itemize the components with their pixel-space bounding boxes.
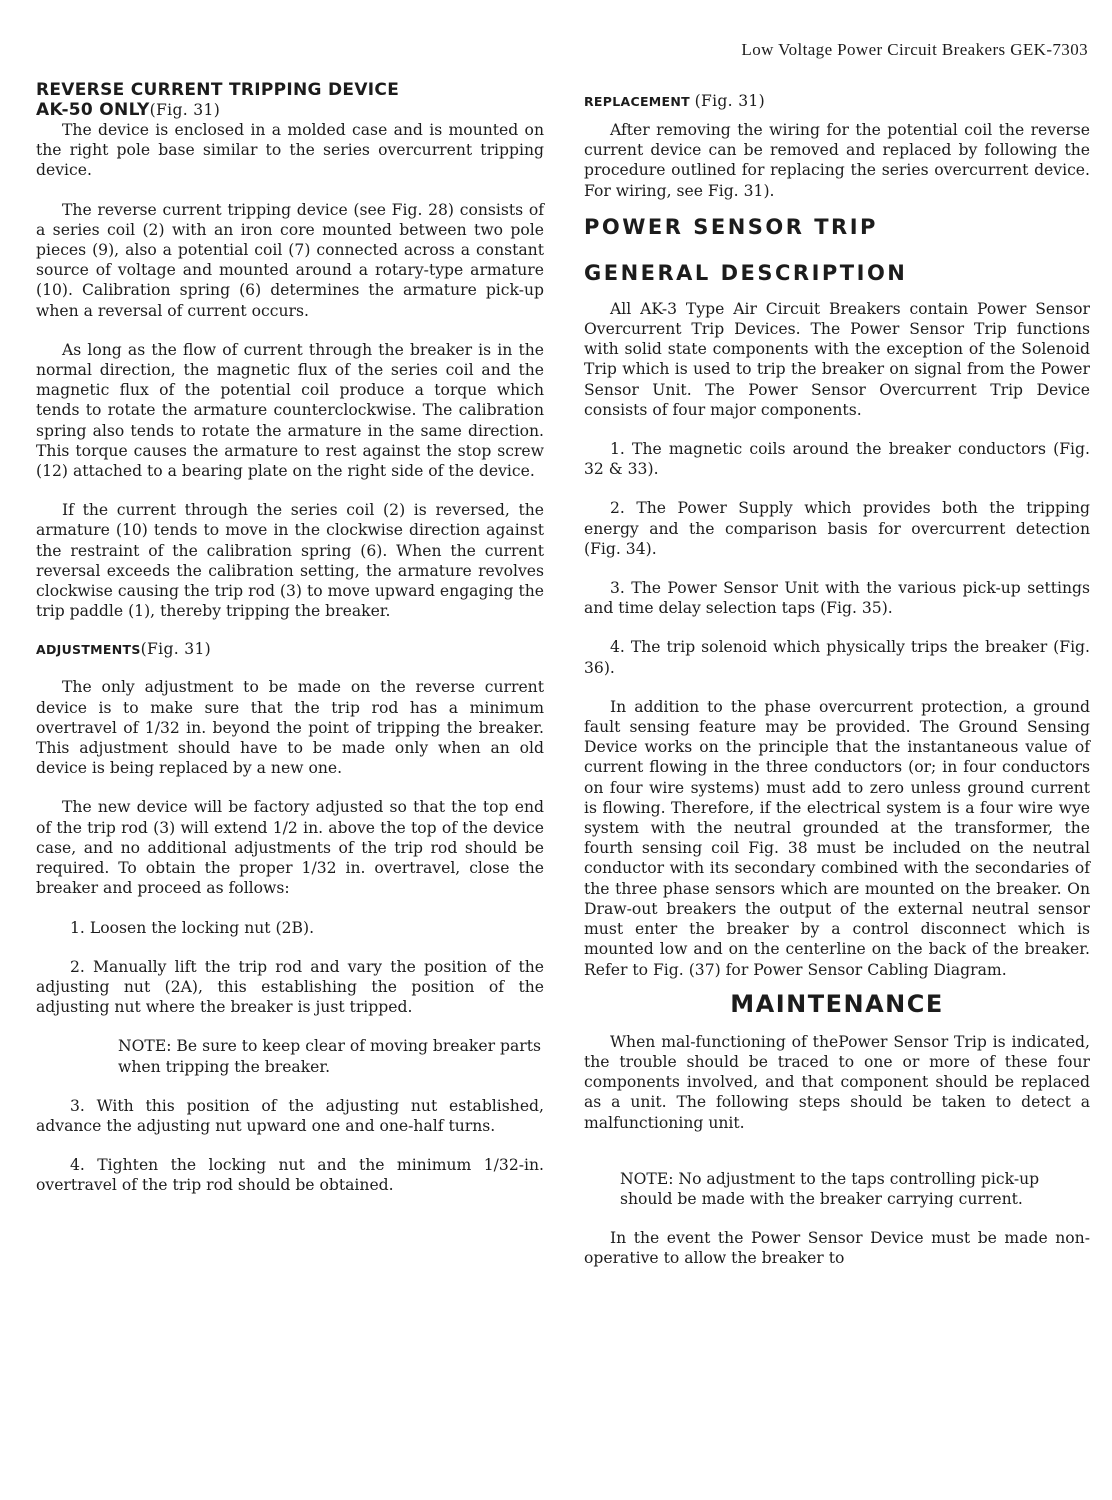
paragraph: The new device will be factory adjusted so that the top end of the trip rod (3) will extend 1/2 in. above the top of the device case, and no additional adjustments of the trip rod should be required. To obtain the proper 1/32 in. overtravel, close the breaker and proceed as follows: bbox=[36, 798, 544, 898]
paragraph: In addition to the phase overcurrent protection, a ground fault sensing feature may be provided. The Ground Sensing Device works on the principle that the instantaneous value of current flowing in the three conductors (or; in four conductors on four wire systems) must add to zero unless ground current is flowing. Therefore, if the electrical system is a four wire wye system with the neutral grounded at the transformer, the fourth sensing coil Fig. 38 must be included on the neutral conductor with its secondary combined with the secondaries of the three phase sensors which are mounted on the breaker. On Draw-out breakers the output of the external neutral sensor must enter the breaker by a control disconnect which is mounted low and on the centerline on the back of the breaker. Refer to Fig. (37) for Power Sensor Cabling Diagram. bbox=[584, 697, 1090, 979]
list-item: 1. The magnetic coils around the breaker conductors (Fig. 32 & 33). bbox=[584, 440, 1090, 479]
paragraph: The only adjustment to be made on the reverse current device is to make sure that the trip rod has a minimum overtravel of 1/32 in. beyond the point of tripping the breaker. This adjustment should have to be made only when an old device is being replaced by a new one. bbox=[36, 678, 544, 778]
left-column bbox=[36, 80, 544, 1196]
paragraph: All AK-3 Type Air Circuit Breakers contain Power Sensor Overcurrent Trip Devices. The Power Sensor Trip functions with solid state components with the exception of the Solenoid Trip which is used to trip the breaker on signal from the Power Sensor Unit. The Power Sensor Overcurrent Trip Device consists of four major components. bbox=[584, 299, 1090, 419]
note: NOTE: No adjustment to the taps controlling pick-up should be made with the breaker carrying current. bbox=[620, 1169, 1040, 1208]
list-item: 4. The trip solenoid which physically trips the breaker (Fig. 36). bbox=[584, 638, 1090, 677]
list-item: 1. Loosen the locking nut (2B). bbox=[70, 918, 315, 937]
subsection-heading-replacement: REPLACEMENT (Fig. 31) bbox=[584, 92, 766, 110]
paragraph: As long as the flow of current through the breaker is in the normal direction, the magnetic flux of the series coil and the magnetic flux of the potential coil produce a torque which tends to rotate the armature counterclockwise. The calibration spring also tends to rotate the armature in the same direction. This torque causes the armature to rest against the stop screw (12) attached to a bearing plate on the right side of the device. bbox=[36, 340, 544, 481]
paragraph: After removing the wiring for the potential coil the reverse current device can be removed and replaced by following the procedure outlined for replacing the series overcurrent device. For wiring, see Fig. 31). bbox=[584, 121, 1090, 200]
heading-general-description: GENERAL DESCRIPTION bbox=[584, 260, 908, 285]
note: NOTE: Be sure to keep clear of moving breaker parts when tripping the breaker. bbox=[118, 1037, 541, 1076]
paragraph: The device is enclosed in a molded case and is mounted on the right pole base similar to the series overcurrent tripping device. bbox=[36, 121, 544, 180]
heading-power-sensor-trip: POWER SENSOR TRIP bbox=[584, 214, 878, 239]
list-item: 3. With this position of the adjusting nut established, advance the adjusting nut upward one and one-half turns. bbox=[36, 1096, 544, 1135]
heading-maintenance: MAINTENANCE bbox=[730, 989, 944, 1018]
section-title-line1: REVERSE CURRENT TRIPPING DEVICE bbox=[36, 80, 400, 100]
list-item: 3. The Power Sensor Unit with the various pick-up settings and time delay selection taps (Fig. 35). bbox=[584, 579, 1090, 618]
list-item: 2. The Power Supply which provides both the tripping energy and the comparison basis for overcurrent detection (Fig. 34). bbox=[584, 499, 1090, 558]
paragraph: In the event the Power Sensor Device must be made non-operative to allow the breaker to bbox=[584, 1229, 1090, 1268]
paragraph: If the current through the series coil (2) is reversed, the armature (10) tends to move in the clockwise direction against the restraint of the calibration spring (6). When the current reversal exceeds the calibration setting, the armature revolves clockwise causing the trip rod (3) to move upward engaging the trip paddle (1), thereby tripping the breaker. bbox=[36, 501, 544, 621]
section-title-line2: AK-50 ONLY bbox=[36, 100, 150, 120]
running-header: Low Voltage Power Circuit Breakers GEK-7303 bbox=[741, 40, 1088, 59]
section-title-figref: (Fig. 31) bbox=[149, 101, 221, 119]
section-title bbox=[36, 80, 544, 120]
paragraph: When mal-functioning of thePower Sensor Trip is indicated, the trouble should be traced to one or more of these four components involved, and that component should be replaced as a unit. The following steps should be taken to detect a malfunctioning unit. bbox=[584, 1032, 1090, 1132]
list-item: 4. Tighten the locking nut and the minimum 1/32-in. overtravel of the trip rod should be obtained. bbox=[36, 1156, 544, 1195]
list-item: 2. Manually lift the trip rod and vary the position of the adjusting nut (2A), this establishing the position of the adjusting nut where the breaker is just tripped. bbox=[36, 957, 544, 1017]
paragraph: The reverse current tripping device (see Fig. 28) consists of a series coil (2) with an iron core mounted between two pole pieces (9), also a potential coil (7) connected across a constant source of voltage and mounted around a rotary-type armature (10). Calibration spring (6) determines the armature pick-up when a reversal of current occurs. bbox=[36, 200, 544, 320]
subsection-heading-adjustments: ADJUSTMENTS(Fig. 31) bbox=[36, 640, 212, 659]
right-column bbox=[584, 92, 1090, 1269]
